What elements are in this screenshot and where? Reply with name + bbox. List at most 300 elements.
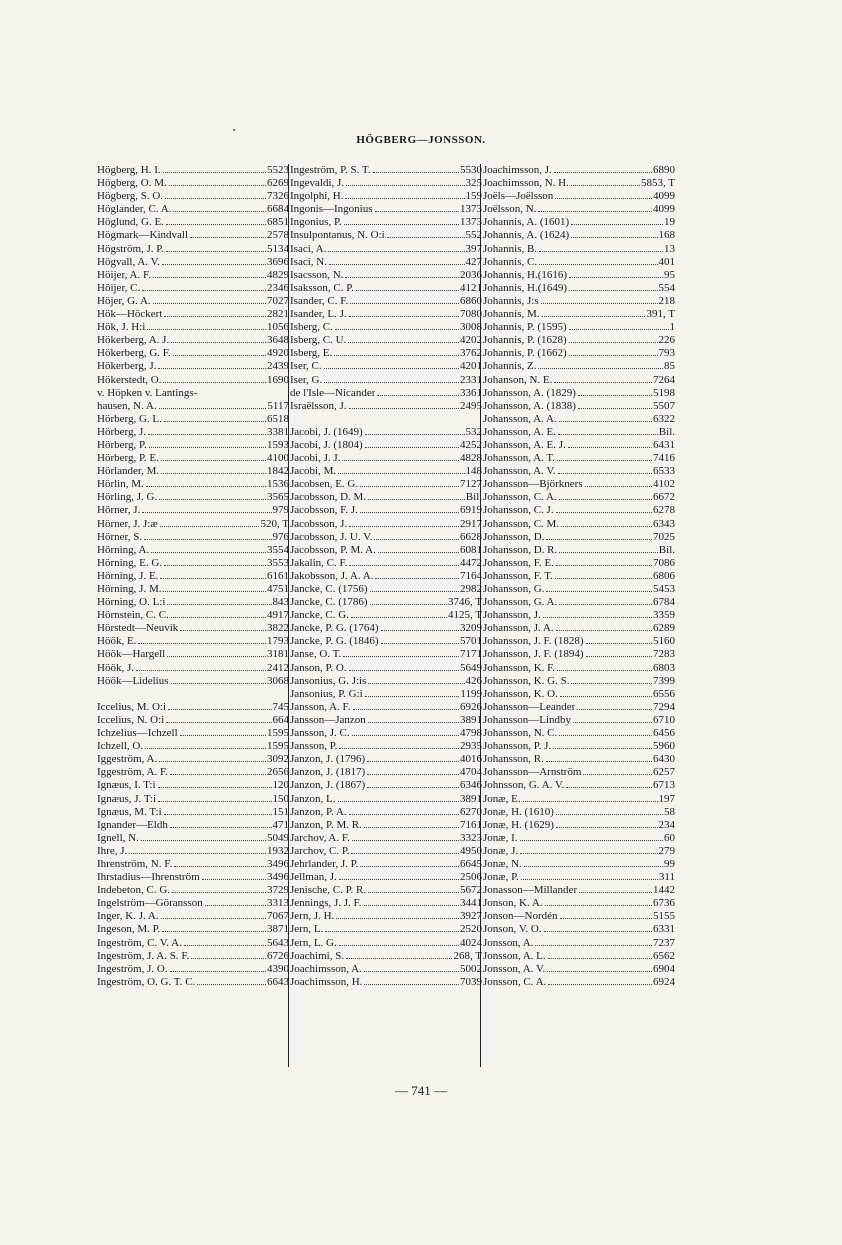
entry-name: Högmark—Kindvall (97, 229, 189, 242)
dot-leader (579, 892, 652, 893)
index-entry (483, 648, 675, 661)
dot-leader (585, 486, 652, 487)
index-entry (97, 308, 289, 321)
entry-name: Höglander, C. A. (97, 203, 172, 216)
index-entry (97, 321, 289, 334)
entry-name: Iser, C. (290, 360, 322, 373)
entry-name: Jacobsen, E. G. (290, 478, 359, 491)
entry-name: Jancke, P. G. (1846) (290, 635, 379, 648)
dot-leader (545, 905, 652, 906)
index-entry (483, 531, 675, 544)
entry-name: Hörnstein, C. C. (97, 609, 169, 622)
index-entry (97, 400, 289, 413)
entry-name: Joëls—Joëlsson (483, 190, 554, 203)
entry-reference: 3927 (460, 910, 482, 923)
dot-leader (180, 735, 266, 736)
entry-reference: 3891 (460, 713, 482, 726)
entry-name: Ignell, N. (97, 831, 139, 844)
dot-leader (559, 604, 652, 605)
entry-reference: 4829 (267, 268, 289, 281)
entry-name: Jacobsson, J. U. V. (290, 530, 373, 543)
dot-leader (324, 382, 459, 383)
entry-name: Iggeström, A. F. (97, 766, 168, 779)
entry-reference: 5160 (653, 635, 675, 648)
entry-name: Johannis, Z. (483, 360, 537, 373)
entry-reference: 7161 (460, 818, 482, 831)
entry-reference: 2935 (460, 740, 482, 753)
index-entry (97, 910, 289, 923)
dot-leader (325, 931, 459, 932)
index-entry (97, 504, 289, 517)
index-entry (483, 714, 675, 727)
entry-name: Johansson, D. (483, 530, 545, 543)
entry-name: Isander, C. F. (290, 294, 349, 307)
entry-name: Johansson—Leander (483, 700, 576, 713)
dot-leader (566, 787, 652, 788)
dot-leader (172, 892, 266, 893)
entry-reference: Bil. (658, 425, 675, 438)
index-entry (97, 229, 289, 242)
index-entry (483, 806, 675, 819)
entry-reference: 6926 (460, 700, 482, 713)
index-entry (290, 439, 482, 452)
dot-leader (569, 290, 657, 291)
index-entry (483, 622, 675, 635)
entry-reference: 520, T (260, 517, 289, 530)
entry-name: Johansson, C. M. (483, 517, 560, 530)
dot-leader (368, 892, 459, 893)
index-entry (290, 544, 482, 557)
entry-name: Jakalin, C. F. (290, 556, 348, 569)
index-entry (483, 583, 675, 596)
dot-leader (171, 617, 266, 618)
entry-name: Ingevaldi, J. (290, 177, 345, 190)
entry-name: Janzon, J. (1867) (290, 779, 366, 792)
entry-name: Jansonius, G. J:is (290, 674, 367, 687)
entry-reference: 234 (658, 818, 675, 831)
entry-reference: 4016 (460, 753, 482, 766)
dot-leader (547, 971, 652, 972)
page-speck (233, 129, 235, 131)
entry-reference: 5701 (460, 635, 482, 648)
dot-leader (343, 656, 459, 657)
entry-reference: 4099 (653, 203, 675, 216)
dot-leader (560, 696, 652, 697)
entry-name: Högvall, A. V. (97, 255, 160, 268)
dot-leader (351, 617, 447, 618)
entry-reference: 4950 (460, 844, 482, 857)
dot-leader (349, 670, 459, 671)
index-entry (97, 766, 289, 779)
entry-reference: 5960 (653, 740, 675, 753)
index-entry (97, 950, 289, 963)
dot-leader (368, 499, 465, 500)
dot-leader (171, 342, 266, 343)
dot-leader (173, 211, 266, 212)
entry-name: Hörning, J. M. (97, 583, 162, 595)
index-entry (483, 269, 675, 282)
entry-name: Hörberg, P. (97, 438, 147, 451)
entry-reference: 5672 (460, 884, 482, 897)
dot-leader (381, 630, 459, 631)
dot-leader (346, 185, 464, 186)
dot-leader (524, 866, 663, 867)
dot-leader (558, 434, 658, 435)
dot-leader (365, 434, 465, 435)
index-entry (483, 229, 675, 242)
dot-leader (149, 447, 266, 448)
entry-reference: 4798 (460, 727, 482, 740)
index-entry (483, 819, 675, 832)
entry-reference: 6257 (653, 766, 675, 779)
entry-reference: 2439 (267, 360, 289, 373)
index-entry (483, 871, 675, 884)
entry-name: Jonsson, C. A. (483, 975, 547, 988)
index-entry (483, 295, 675, 308)
dot-leader (342, 460, 459, 461)
index-entry (483, 256, 675, 269)
index-entry (97, 675, 289, 688)
index-entry (483, 832, 675, 845)
entry-reference: 7237 (653, 936, 675, 949)
index-entry (97, 819, 289, 832)
index-entry (290, 203, 482, 216)
dot-leader (167, 604, 271, 605)
dot-leader (559, 735, 652, 736)
index-entry (97, 452, 289, 465)
index-entry (483, 203, 675, 216)
index-entry (483, 504, 675, 517)
dot-leader (571, 224, 663, 225)
entry-reference: 3441 (460, 897, 482, 910)
index-entry (290, 164, 482, 177)
entry-reference: 471 (272, 818, 289, 831)
dot-leader (578, 408, 652, 409)
entry-reference: 7326 (267, 190, 289, 203)
index-entry (290, 374, 482, 387)
dot-leader (367, 761, 459, 762)
dot-leader (145, 748, 266, 749)
index-entry (97, 740, 289, 753)
entry-name: Janzon, P. M. R. (290, 818, 362, 831)
entry-name: Joachimi, S. (290, 949, 345, 962)
dot-leader (557, 670, 652, 671)
entry-name: Johannis, J:s (483, 294, 539, 307)
index-entry (290, 950, 482, 963)
entry-name: Johansson, A. E. J. (483, 438, 566, 451)
dot-leader (535, 945, 652, 946)
dot-leader (151, 552, 266, 553)
entry-name: Johansson, J. F. (1894) (483, 648, 584, 661)
dot-leader (546, 539, 652, 540)
entry-reference: 4125, T (447, 609, 482, 622)
entry-reference: 99 (664, 857, 675, 870)
entry-reference: 6556 (653, 687, 675, 700)
entry-reference: 3565 (267, 491, 289, 504)
index-entry (97, 374, 289, 387)
dot-leader (554, 382, 652, 383)
entry-reference: 6331 (653, 923, 675, 936)
index-entry (483, 413, 675, 426)
dot-leader (374, 539, 459, 540)
index-entry (483, 439, 675, 452)
index-entry (290, 360, 482, 373)
index-entry (483, 740, 675, 753)
entry-reference: 397 (465, 242, 482, 255)
entry-name: Johannis, A. (1624) (483, 229, 570, 242)
entry-name: Jansson—Janzon (290, 713, 366, 726)
dot-leader (136, 670, 266, 671)
entry-name: Joëlsson, N. (483, 203, 537, 216)
index-entry (290, 400, 482, 413)
dot-leader (559, 499, 652, 500)
entry-reference: 745 (272, 700, 289, 713)
index-entry (97, 269, 289, 282)
index-entry (290, 845, 482, 858)
entry-name: Joachimsson, J. (483, 164, 552, 176)
entry-reference: 1593 (267, 438, 289, 451)
entry-name: Högberg, O. M. (97, 177, 167, 190)
entry-reference: 1842 (267, 465, 289, 478)
dot-leader (571, 185, 640, 186)
entry-reference: 1595 (267, 740, 289, 753)
entry-name: Iser, G. (290, 373, 323, 386)
entry-reference: 7086 (653, 556, 675, 569)
dot-leader (556, 512, 652, 513)
entry-name: Höök, J. (97, 661, 134, 674)
dot-leader (556, 814, 663, 815)
index-column-3 (483, 164, 675, 989)
entry-name: Johansson, R. (483, 753, 544, 766)
entry-name: Johansson—Arnström (483, 766, 582, 779)
entry-reference: 6645 (460, 857, 482, 870)
entry-reference: 4704 (460, 766, 482, 779)
index-entry (483, 216, 675, 229)
entry-reference: 1 (669, 321, 675, 334)
entry-name: Johansson, F. E. (483, 556, 554, 569)
index-entry (97, 701, 289, 714)
index-entry (97, 727, 289, 740)
index-entry (290, 583, 482, 596)
dot-leader (539, 251, 663, 252)
index-entry (483, 557, 675, 570)
entry-name: Ihrstadius—Ihrenström (97, 871, 200, 884)
dot-leader (144, 539, 271, 540)
entry-name: Johansson, C. J. (483, 504, 554, 517)
entry-name: Hörning, E. G. (97, 556, 163, 569)
index-entry (290, 347, 482, 360)
entry-reference: 6851 (267, 216, 289, 229)
entry-reference: 95 (664, 268, 675, 281)
entry-name: Isberg, E. (290, 347, 333, 360)
entry-name: Johannis, M. (483, 308, 540, 321)
dot-leader (166, 251, 266, 252)
dot-leader (559, 421, 652, 422)
index-entry (290, 504, 482, 517)
dot-leader (159, 408, 267, 409)
entry-name: Isaci, N. (290, 255, 327, 268)
entry-reference: 1373 (460, 216, 482, 229)
dot-leader (170, 971, 266, 972)
entry-name: Hörner, S. (97, 530, 143, 543)
entry-name: Janzon, J. (1796) (290, 753, 366, 766)
index-entry (97, 518, 289, 531)
entry-reference: 3381 (267, 425, 289, 438)
entry-name: Joachimsson, H. (290, 975, 363, 988)
index-entry (97, 596, 289, 609)
entry-reference: 4390 (267, 962, 289, 975)
entry-reference: 532 (465, 425, 482, 438)
index-entry (483, 753, 675, 766)
dot-leader (167, 656, 266, 657)
dot-leader (161, 473, 266, 474)
dot-leader (348, 342, 459, 343)
dot-leader (170, 774, 266, 775)
entry-name: Hörling, J. G. (97, 491, 158, 504)
dot-leader (586, 643, 652, 644)
dot-leader (377, 395, 459, 396)
index-entry (483, 845, 675, 858)
index-entry (290, 871, 482, 884)
entry-name: Inger, K. J. A. (97, 910, 159, 923)
entry-name: Hök, J. H:i (97, 321, 146, 334)
entry-reference: 3762 (460, 347, 482, 360)
entry-name: Högström, J. P. (97, 242, 164, 255)
index-entry (483, 675, 675, 688)
index-entry (290, 478, 482, 491)
entry-reference: 3496 (267, 871, 289, 884)
dot-leader (142, 512, 271, 513)
entry-name: Johansson, D. R. (483, 543, 558, 556)
entry-reference: 5530 (460, 164, 482, 176)
entry-name: Ichzell, O. (97, 740, 144, 753)
dot-leader (158, 787, 272, 788)
entry-reference: 6343 (653, 517, 675, 530)
entry-name: Hörlin, M. (97, 478, 144, 491)
dot-leader (538, 368, 663, 369)
index-entry (290, 243, 482, 256)
entry-reference: 5117 (267, 399, 289, 412)
dot-leader (164, 565, 266, 566)
entry-name: Höglund, G. E. (97, 216, 164, 229)
index-entry (483, 858, 675, 871)
entry-reference: 60 (664, 831, 675, 844)
index-entry (290, 963, 482, 976)
index-entry (97, 714, 289, 727)
dot-leader (546, 591, 652, 592)
entry-reference: 3871 (267, 923, 289, 936)
dot-leader (162, 264, 266, 265)
entry-reference: 2656 (267, 766, 289, 779)
index-entry (290, 819, 482, 832)
entry-name: Isacsson, N. (290, 268, 344, 281)
entry-reference: 3313 (267, 897, 289, 910)
dot-leader (583, 774, 652, 775)
entry-name: Johannis, H.(1616) (483, 268, 568, 281)
index-entry (290, 256, 482, 269)
dot-leader (169, 185, 266, 186)
entry-reference: 3092 (267, 753, 289, 766)
dot-leader (571, 237, 657, 238)
entry-reference: 3822 (267, 622, 289, 635)
entry-reference: 148 (465, 465, 482, 478)
entry-reference: 4202 (460, 334, 482, 347)
entry-reference: 6431 (653, 438, 675, 451)
index-entry (97, 347, 289, 360)
entry-name: Hökerberg, A. J. (97, 334, 170, 347)
entry-reference: 2346 (267, 281, 289, 294)
entry-reference: 3209 (460, 622, 482, 635)
dot-leader (163, 591, 266, 592)
dot-leader (520, 853, 657, 854)
index-entry (97, 544, 289, 557)
index-entry (483, 491, 675, 504)
index-entry (483, 963, 675, 976)
index-entry (97, 845, 289, 858)
dot-leader (338, 473, 464, 474)
entry-name: Högberg, S. O. (97, 190, 164, 203)
entry-reference: 1373 (460, 203, 482, 216)
index-entry (290, 308, 482, 321)
dot-leader (555, 578, 652, 579)
index-entry (97, 570, 289, 583)
index-entry (290, 387, 482, 400)
index-entry (483, 910, 675, 923)
entry-name: Jennings, J. J. F. (290, 897, 362, 910)
entry-name: Jacobsson, P. M. A. (290, 543, 376, 556)
dot-leader (367, 787, 459, 788)
entry-name: Joachimsson, N. H. (483, 177, 569, 190)
entry-reference: 6672 (653, 491, 675, 504)
entry-reference: 3496 (267, 857, 289, 870)
entry-reference: 168 (658, 229, 675, 242)
entry-name: hausen, N. A. (97, 399, 157, 412)
entry-reference: 5002 (460, 962, 482, 975)
entry-reference: 3696 (267, 255, 289, 268)
index-entry (97, 177, 289, 190)
entry-name: Johannis, A. (1601) (483, 216, 570, 229)
entry-reference: 426 (465, 674, 482, 687)
dot-leader (324, 368, 459, 369)
dot-leader (336, 918, 459, 919)
dot-leader (165, 198, 266, 199)
entry-reference: 6710 (653, 713, 675, 726)
index-entry (97, 976, 289, 989)
entry-name: Johansson, N. C. (483, 727, 558, 740)
entry-name: Jancke, C. G. (290, 609, 349, 622)
entry-reference: 554 (658, 281, 675, 294)
entry-name: Isaksson, C. P. (290, 281, 354, 294)
entry-reference: 6684 (267, 203, 289, 216)
entry-reference: 6919 (460, 504, 482, 517)
dot-leader (159, 499, 266, 500)
entry-name: Hök—Höckert (97, 308, 163, 321)
dot-leader (352, 840, 459, 841)
index-entry (290, 884, 482, 897)
entry-reference: 2578 (267, 229, 289, 242)
index-entry (483, 779, 675, 792)
entry-reference: Bil. (465, 491, 482, 504)
entry-reference: 4121 (460, 281, 482, 294)
entry-name: Johansson, A. V. (483, 465, 556, 478)
dot-leader (141, 840, 266, 841)
entry-reference: 6860 (460, 294, 482, 307)
dot-leader (542, 316, 646, 317)
entry-name: Ihrenström, N. F. (97, 857, 173, 870)
index-entry (97, 256, 289, 269)
entry-name: Jarchov, C. P. (290, 844, 350, 857)
entry-reference: 3323 (460, 831, 482, 844)
